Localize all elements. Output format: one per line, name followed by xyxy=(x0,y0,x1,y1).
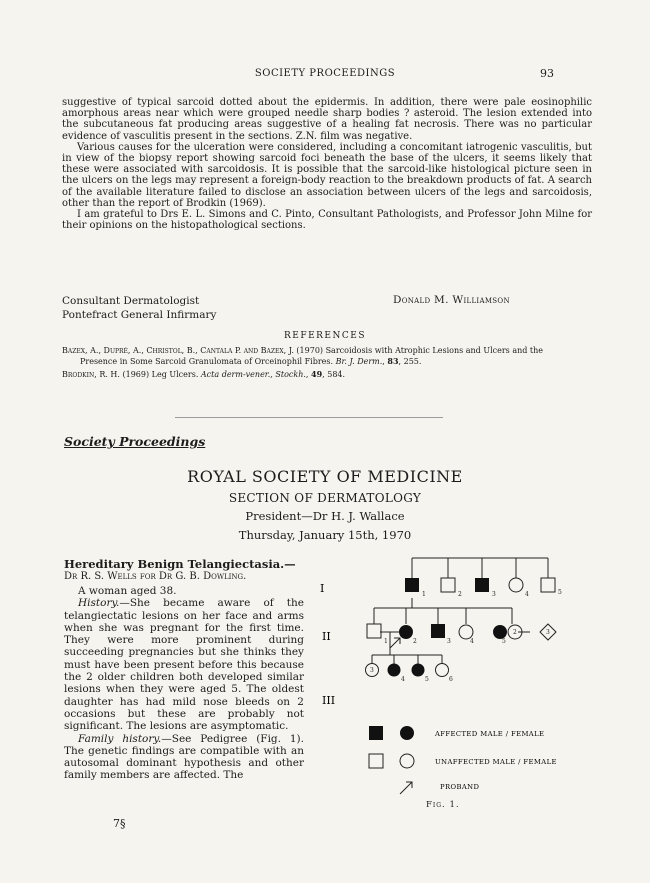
proband-arrow xyxy=(390,638,400,648)
case-title: Hereditary Benign Telangiectasia.— xyxy=(64,557,296,571)
page-number: 93 xyxy=(540,67,554,80)
gen1-affected-male xyxy=(475,578,489,592)
pedigree-number: 2 xyxy=(513,629,517,636)
gen1-unaffected-male xyxy=(441,578,455,592)
running-title: SOCIETY PROCEEDINGS xyxy=(254,68,396,79)
ref-authors: Bazex, A., Dupré, A., Christol, B., Cantala P. and Bazex, J. xyxy=(62,346,294,355)
generation-label: III xyxy=(322,694,336,707)
society-name: ROYAL SOCIETY OF MEDICINE xyxy=(187,467,463,486)
pedigree-number: 6 xyxy=(449,676,453,683)
case-history xyxy=(64,597,304,732)
ref-journal: Br. J. Derm. xyxy=(335,357,383,366)
case-body xyxy=(64,585,304,782)
ref-volume: 49 xyxy=(311,369,323,379)
pedigree-number: 3 xyxy=(447,638,451,645)
pedigree-number: 1 xyxy=(422,591,426,598)
pedigree-number: 2 xyxy=(458,591,462,598)
ref-title: Leg Ulcers. xyxy=(151,370,199,379)
legend-affected-female xyxy=(400,726,414,740)
references-heading: REFERENCES xyxy=(283,331,366,341)
legend-unaffected-female xyxy=(400,754,414,768)
pedigree-number: 4 xyxy=(525,591,529,598)
pedigree-number: 5 xyxy=(558,589,562,596)
generation-label: II xyxy=(322,630,331,643)
intro-paragraph-3: I am grateful to Drs E. L. Simons and C. Pinto, Consultant Pathologists, and Professor John Milne for their opinions on the histopathological sections. xyxy=(62,209,592,232)
case-family-history xyxy=(64,733,304,782)
ref-title: Sarcoidosis with Atrophic Lesions and Ulcers and the Presence in Some Sarcoid Granulomata of Orceinophil Fibres. xyxy=(80,346,544,366)
history-text: —She became aware of the telangiectatic lesions on her face and arms when she was pregnant for the first time. They were more prominent during succeeding pregnancies but she thinks they must have been present before this because the 2 older children both developed similar lesions when they were aged 5. The oldest daughter has had mild nose bleeds on 2 occasions but these are probably not significant. The lesions are asymptomatic. xyxy=(64,597,304,733)
intro-paragraph-1: suggestive of typical sarcoid dotted about the epidermis. In addition, there were pale eosinophilic amorphous areas near which were grouped needle sharp bodies ? asteroid. The lesion extended into the subcutaneous fat producing areas suggestive of a healing fat necrosis. There was no particular evidence of vasculitis present in the sections. Z.N. film was negative. xyxy=(62,97,592,142)
gen3-affected-female xyxy=(388,664,401,677)
pedigree-number: 1 xyxy=(384,638,388,645)
legend-unaffected-male xyxy=(369,754,383,768)
reference-item: Bazex, A., Dupré, A., Christol, B., Cantala P. and Bazex, J. (1970) Sarcoidosis with Atrophic Lesions and Ulcers and the Presence in Some Sarcoid Granulomata of Orceinophil Fibres. Br. J. Derm., 83, 255. xyxy=(62,346,544,366)
legend-proband-arrow xyxy=(400,782,412,794)
legend-affected-label: AFFECTED MALE / FEMALE xyxy=(435,730,545,738)
reference-item: Brodkin, R. H. (1969) Leg Ulcers. Acta derm-vener., Stockh., 49, 584. xyxy=(62,369,346,379)
gen2-unaffected-male xyxy=(367,624,381,638)
ref-journal: Acta derm-vener., Stockh. xyxy=(200,370,306,379)
gen1-unaffected-female xyxy=(509,578,523,592)
generation-label: I xyxy=(320,582,325,595)
signature-affiliation xyxy=(62,294,216,322)
figure-caption: Fig. 1. xyxy=(426,800,460,810)
family-history-text: —See Pedigree (Fig. 1). The genetic findings are compatible with an autosomal dominant hypothesis and other family members are affected. The xyxy=(64,732,304,782)
pedigree-figure xyxy=(310,545,590,810)
gen3-unaffected-female xyxy=(436,664,449,677)
section-divider xyxy=(175,417,443,418)
pedigree-number: 4 xyxy=(401,676,405,683)
case-authors: Dr R. S. Wells for Dr G. B. Dowling. xyxy=(64,571,247,582)
gen1-affected-male xyxy=(405,578,419,592)
signature-role: Consultant Dermatologist xyxy=(62,295,200,307)
meeting-date: Thursday, January 15th, 1970 xyxy=(238,528,412,542)
gen3-affected-female xyxy=(412,664,425,677)
intro-paragraph-2: Various causes for the ulceration were considered, including a concomitant iatrogenic vasculitis, but in view of the biopsy report showing sarcoid foci beneath the base of the ulcers, it seems likely that these were associated with sarcoidosis. It is possible that the sarcoid-like histological picture seen in the ulcers on the legs may represent a foreign-body reaction to the breakdown products of fat. A search of the available literature failed to disclose an association between ulcers of the legs and sarcoidosis, other than the report of Brodkin (1969). xyxy=(62,141,592,209)
pedigree-number: 3 xyxy=(492,591,496,598)
pedigree-number: 4 xyxy=(470,638,474,645)
ref-authors: Brodkin, R. H. xyxy=(62,370,120,379)
references-list xyxy=(62,346,582,382)
pedigree-number: 5 xyxy=(502,638,506,645)
legend-proband-label: PROBAND xyxy=(440,783,480,791)
section-title: Society Proceedings xyxy=(64,434,206,449)
history-label: History. xyxy=(78,597,120,610)
legend-affected-male xyxy=(369,726,383,740)
pedigree-number: 3 xyxy=(546,629,550,636)
pedigree-number: 2 xyxy=(413,638,417,645)
signature-institution: Pontefract General Infirmary xyxy=(62,309,217,321)
gen2-affected-male xyxy=(431,624,445,638)
signature-author: Donald M. Williamson xyxy=(393,294,510,306)
gen2-affected-female xyxy=(493,625,507,639)
ref-pages: 255. xyxy=(403,357,422,366)
pedigree-number: 5 xyxy=(425,676,429,683)
ref-pages: 584. xyxy=(327,370,346,379)
gen2-affected-female xyxy=(399,625,413,639)
gen2-unaffected-female xyxy=(459,625,473,639)
ref-year: (1969) xyxy=(122,370,150,379)
gen1-unaffected-male xyxy=(541,578,555,592)
ref-year: (1970) xyxy=(296,346,324,355)
ref-volume: 83 xyxy=(387,356,399,366)
legend-unaffected-label: UNAFFECTED MALE / FEMALE xyxy=(435,758,557,766)
case-paragraph-1: A woman aged 38. xyxy=(78,585,177,597)
president-line: President—Dr H. J. Wallace xyxy=(245,509,405,523)
family-history-label: Family history. xyxy=(78,732,162,745)
section-name: SECTION OF DERMATOLOGY xyxy=(228,491,422,505)
intro-text xyxy=(62,97,592,231)
pedigree-number: 3 xyxy=(370,667,374,674)
folio-mark: 7§ xyxy=(113,817,126,830)
